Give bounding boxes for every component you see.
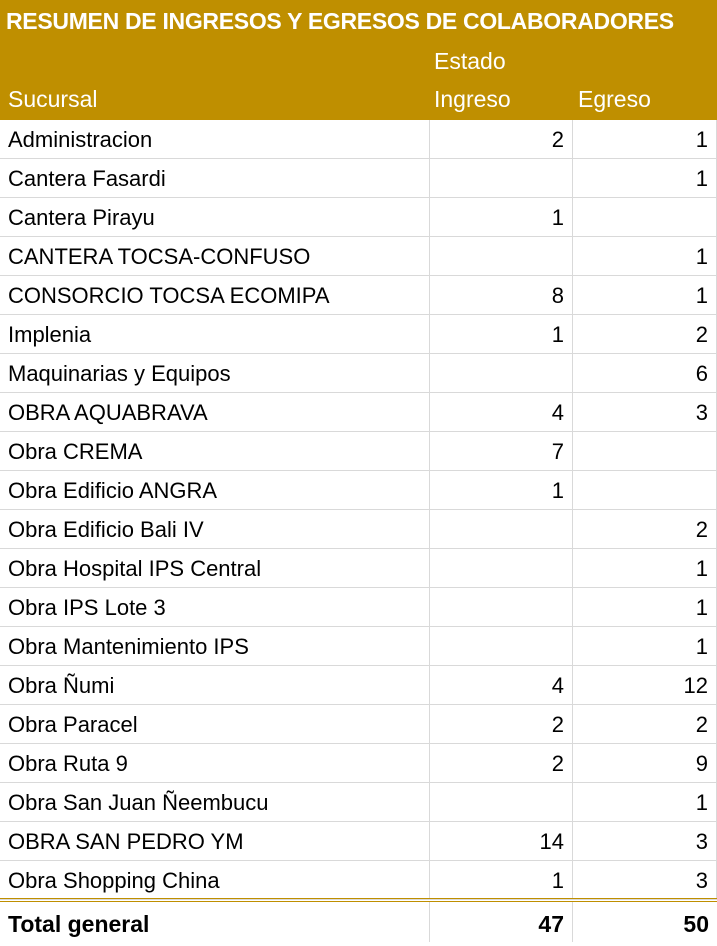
cell-sucursal[interactable]: OBRA SAN PEDRO YM bbox=[0, 822, 430, 860]
total-label[interactable]: Total general bbox=[0, 902, 430, 942]
table-row bbox=[0, 510, 717, 549]
cell-egreso[interactable]: 1 bbox=[573, 588, 717, 626]
cell-ingreso[interactable] bbox=[430, 237, 573, 275]
cell-egreso[interactable]: 2 bbox=[573, 315, 717, 353]
cell-sucursal[interactable]: Maquinarias y Equipos bbox=[0, 354, 430, 392]
total-egreso[interactable]: 50 bbox=[683, 911, 709, 937]
cell-ingreso[interactable] bbox=[430, 549, 573, 587]
table-row bbox=[0, 393, 717, 432]
table-row bbox=[0, 159, 717, 198]
cell-egreso[interactable]: 1 bbox=[573, 783, 717, 821]
cell-sucursal[interactable]: Cantera Pirayu bbox=[0, 198, 430, 236]
cell-sucursal[interactable]: Obra CREMA bbox=[0, 432, 430, 470]
cell-sucursal[interactable]: Obra Ruta 9 bbox=[0, 744, 430, 782]
total-row bbox=[0, 898, 717, 942]
table-row bbox=[0, 315, 717, 354]
cell-egreso[interactable]: 1 bbox=[573, 159, 717, 197]
cell-egreso[interactable]: 1 bbox=[573, 276, 717, 314]
cell-egreso[interactable]: 12 bbox=[573, 666, 717, 704]
table-row bbox=[0, 354, 717, 393]
cell-ingreso[interactable]: 14 bbox=[430, 822, 573, 860]
table-row bbox=[0, 666, 717, 705]
cell-ingreso[interactable]: 2 bbox=[430, 744, 573, 782]
cell-egreso[interactable]: 2 bbox=[573, 510, 717, 548]
header-estado[interactable]: Estado bbox=[434, 48, 506, 74]
cell-ingreso[interactable]: 1 bbox=[430, 198, 573, 236]
cell-sucursal[interactable]: Obra Hospital IPS Central bbox=[0, 549, 430, 587]
cell-egreso[interactable] bbox=[573, 198, 717, 236]
cell-ingreso[interactable] bbox=[430, 510, 573, 548]
cell-ingreso[interactable] bbox=[430, 354, 573, 392]
header-egreso[interactable]: Egreso bbox=[578, 86, 651, 112]
table-row bbox=[0, 549, 717, 588]
cell-sucursal[interactable]: Obra Ñumi bbox=[0, 666, 430, 704]
cell-ingreso[interactable] bbox=[430, 588, 573, 626]
cell-sucursal[interactable]: OBRA AQUABRAVA bbox=[0, 393, 430, 431]
cell-ingreso[interactable]: 1 bbox=[430, 471, 573, 509]
table-row bbox=[0, 783, 717, 822]
cell-ingreso[interactable]: 4 bbox=[430, 666, 573, 704]
table-row bbox=[0, 744, 717, 783]
cell-ingreso[interactable] bbox=[430, 627, 573, 665]
cell-egreso[interactable]: 1 bbox=[573, 549, 717, 587]
cell-ingreso[interactable] bbox=[430, 159, 573, 197]
table-row bbox=[0, 276, 717, 315]
cell-egreso[interactable]: 6 bbox=[573, 354, 717, 392]
total-ingreso[interactable]: 47 bbox=[430, 902, 573, 942]
table-row bbox=[0, 861, 717, 900]
table-row bbox=[0, 471, 717, 510]
cell-egreso[interactable] bbox=[573, 471, 717, 509]
cell-ingreso[interactable]: 1 bbox=[430, 861, 573, 899]
cell-egreso[interactable]: 2 bbox=[573, 705, 717, 743]
header-ingreso[interactable]: Ingreso bbox=[434, 86, 511, 112]
table-row bbox=[0, 822, 717, 861]
table-row bbox=[0, 588, 717, 627]
cell-ingreso[interactable]: 2 bbox=[430, 120, 573, 158]
table-row bbox=[0, 432, 717, 471]
table-row bbox=[0, 237, 717, 276]
cell-sucursal[interactable]: Implenia bbox=[0, 315, 430, 353]
cell-egreso[interactable]: 9 bbox=[573, 744, 717, 782]
table-row bbox=[0, 627, 717, 666]
cell-ingreso[interactable]: 1 bbox=[430, 315, 573, 353]
cell-egreso[interactable]: 1 bbox=[573, 627, 717, 665]
cell-sucursal[interactable]: Obra Edificio Bali IV bbox=[0, 510, 430, 548]
cell-egreso[interactable]: 3 bbox=[573, 393, 717, 431]
cell-sucursal[interactable]: Obra Mantenimiento IPS bbox=[0, 627, 430, 665]
cell-sucursal[interactable]: Cantera Fasardi bbox=[0, 159, 430, 197]
cell-ingreso[interactable]: 2 bbox=[430, 705, 573, 743]
cell-ingreso[interactable] bbox=[430, 783, 573, 821]
cell-sucursal[interactable]: CANTERA TOCSA-CONFUSO bbox=[0, 237, 430, 275]
cell-sucursal[interactable]: Obra IPS Lote 3 bbox=[0, 588, 430, 626]
cell-sucursal[interactable]: Obra Edificio ANGRA bbox=[0, 471, 430, 509]
header-sucursal[interactable]: Sucursal bbox=[8, 86, 98, 112]
cell-ingreso[interactable]: 8 bbox=[430, 276, 573, 314]
cell-egreso[interactable]: 3 bbox=[573, 822, 717, 860]
cell-ingreso[interactable]: 7 bbox=[430, 432, 573, 470]
cell-egreso[interactable] bbox=[573, 432, 717, 470]
table-row bbox=[0, 705, 717, 744]
cell-sucursal[interactable]: Obra Paracel bbox=[0, 705, 430, 743]
cell-egreso[interactable]: 1 bbox=[573, 237, 717, 275]
cell-egreso[interactable]: 1 bbox=[573, 120, 717, 158]
table-row bbox=[0, 198, 717, 237]
cell-egreso[interactable]: 3 bbox=[573, 861, 717, 899]
table-row bbox=[0, 120, 717, 159]
table-body bbox=[0, 120, 717, 900]
cell-sucursal[interactable]: CONSORCIO TOCSA ECOMIPA bbox=[0, 276, 430, 314]
cell-sucursal[interactable]: Obra Shopping China bbox=[0, 861, 430, 899]
cell-ingreso[interactable]: 4 bbox=[430, 393, 573, 431]
cell-sucursal[interactable]: Obra San Juan Ñeembucu bbox=[0, 783, 430, 821]
cell-sucursal[interactable]: Administracion bbox=[0, 120, 430, 158]
table-title: RESUMEN DE INGRESOS Y EGRESOS DE COLABORADORES bbox=[0, 0, 717, 42]
table-header bbox=[0, 42, 717, 120]
